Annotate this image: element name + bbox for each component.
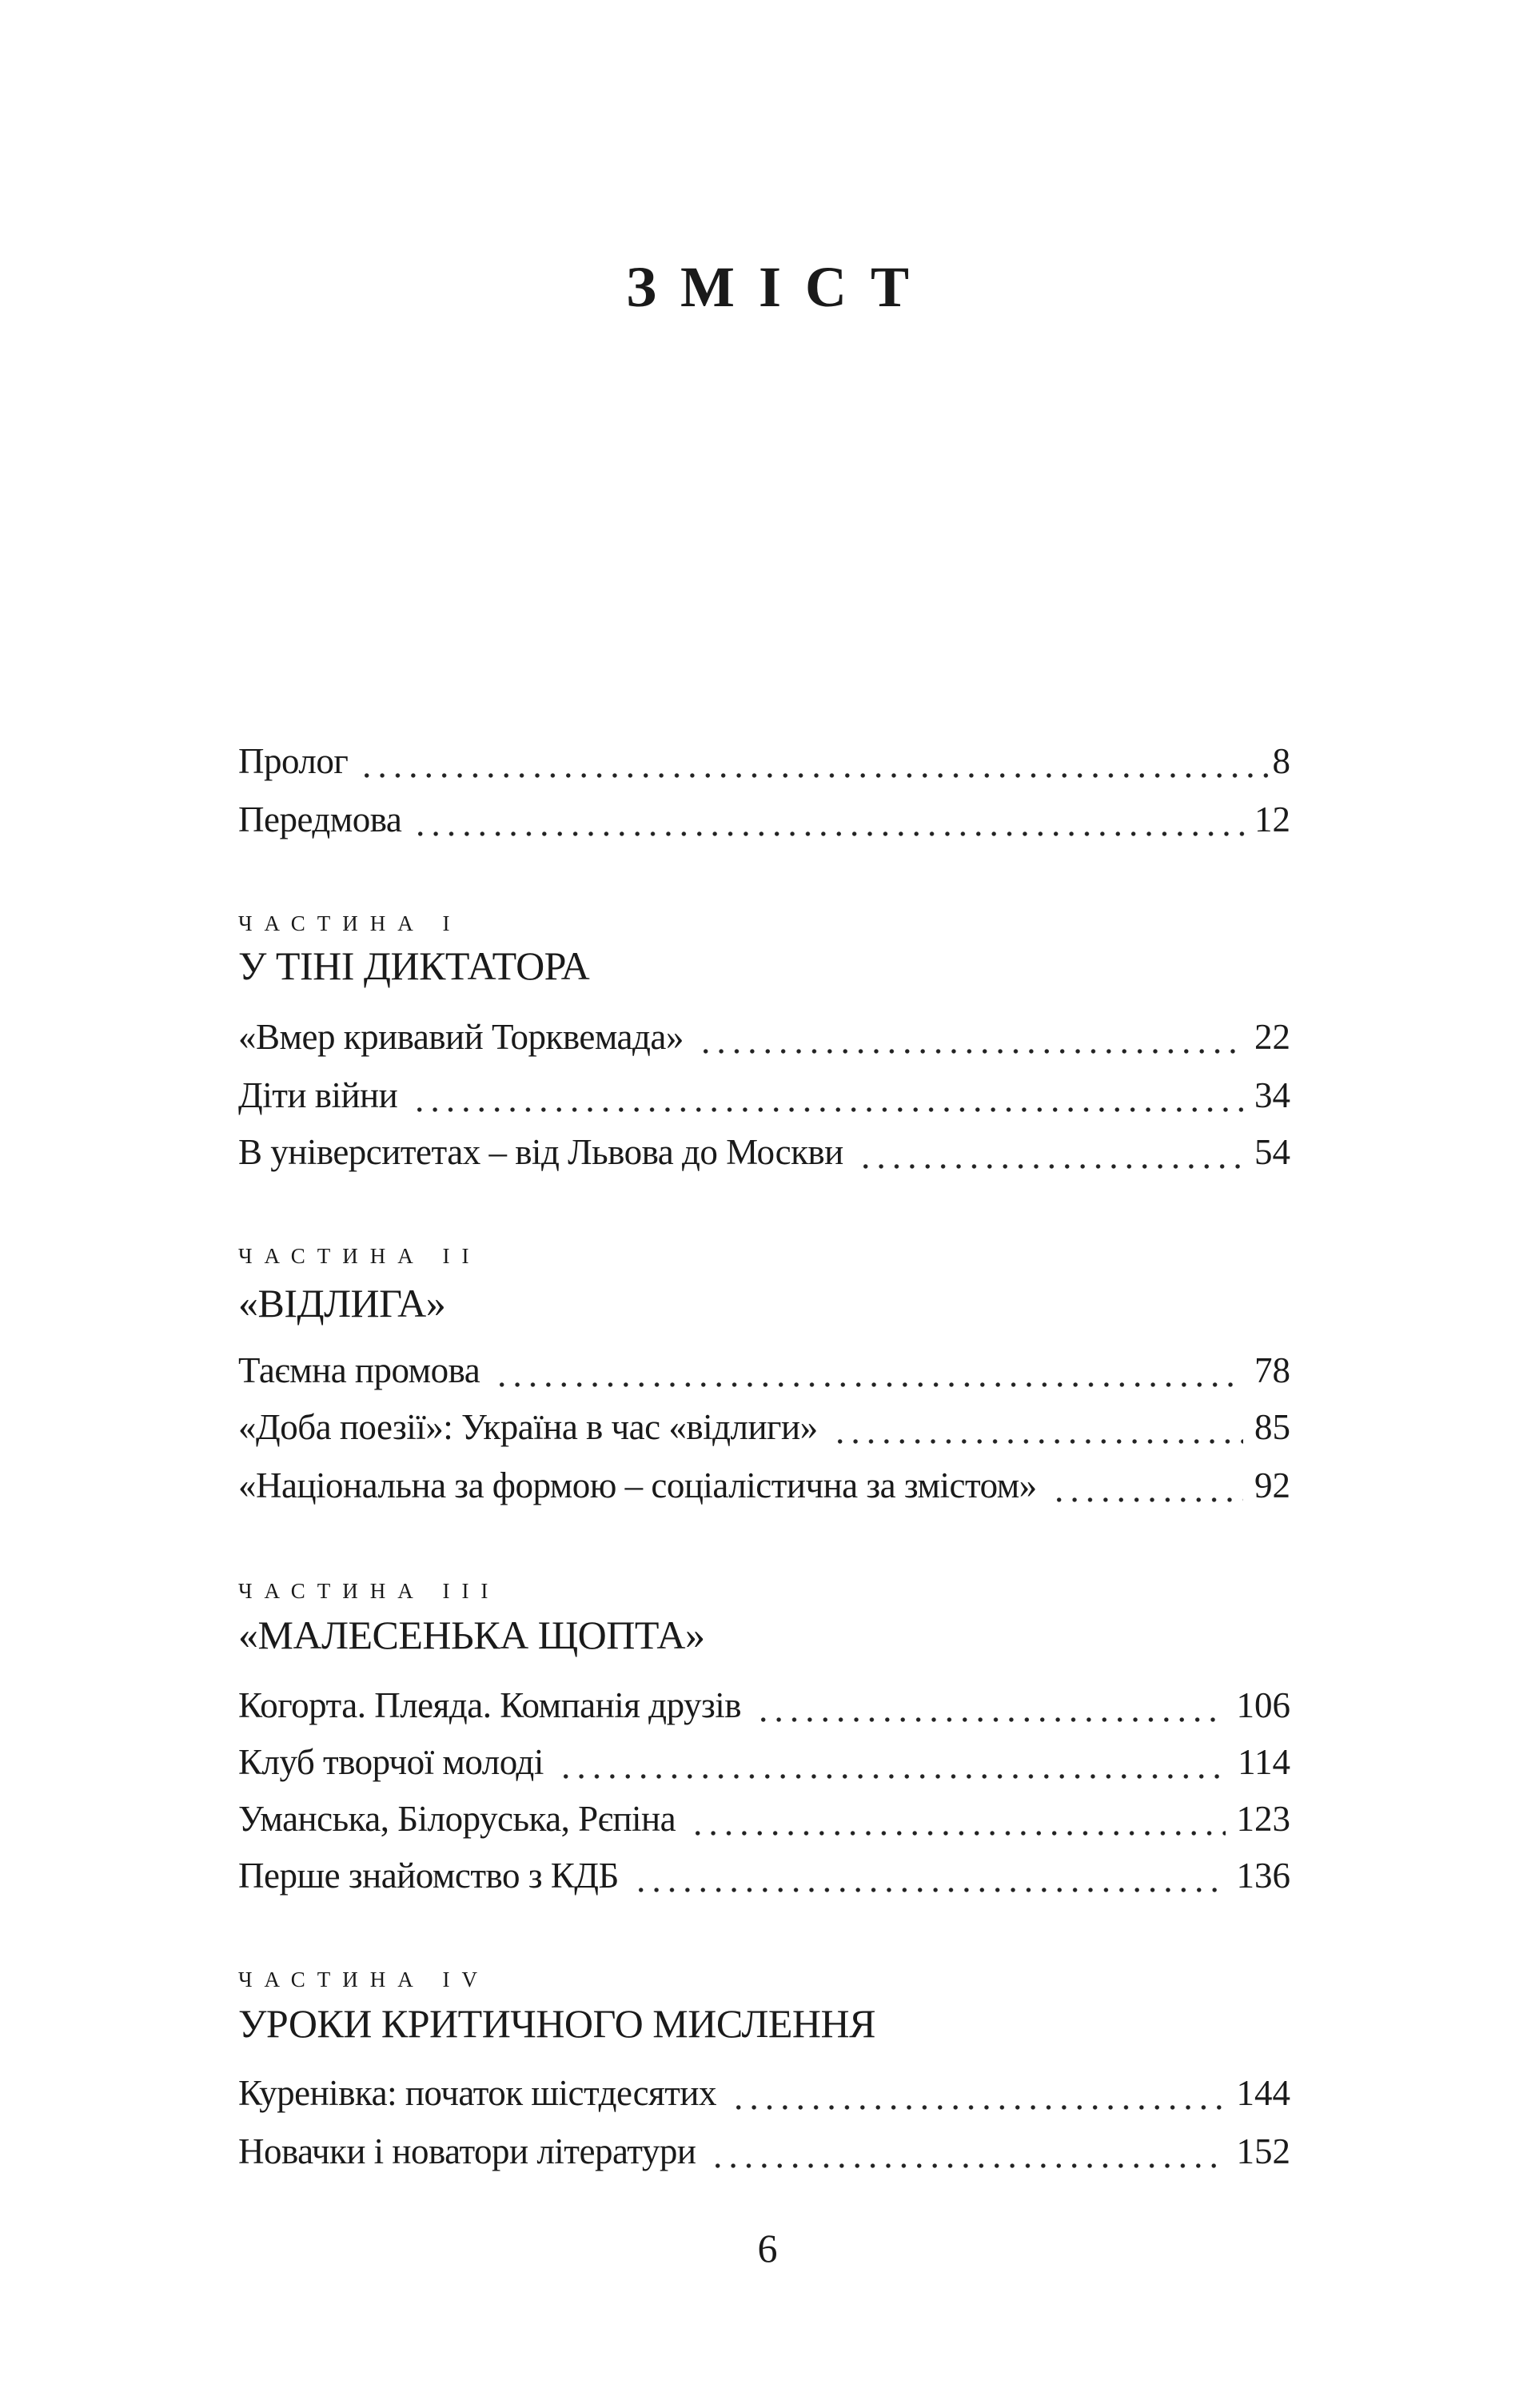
dot-leader bbox=[413, 797, 1251, 842]
dot-leader bbox=[731, 2071, 1226, 2115]
toc-entry-page: 54 bbox=[1254, 1132, 1290, 1172]
toc-entry bbox=[238, 1683, 1290, 1728]
dot-leader bbox=[359, 739, 1269, 783]
part-heading: УРОКИ КРИТИЧНОГО МИСЛЕННЯ bbox=[238, 2001, 875, 2046]
toc-entry-page: 152 bbox=[1236, 2131, 1290, 2171]
toc-entry bbox=[238, 1853, 1290, 1898]
toc-entry-title: Діти війни bbox=[238, 1075, 398, 1115]
dot-leader bbox=[858, 1130, 1243, 1174]
part-label: ЧАСТИНА III bbox=[238, 1579, 500, 1603]
dot-leader bbox=[710, 2129, 1225, 2174]
part-heading: «МАЛЕСЕНЬКА ЩОПТА» bbox=[238, 1613, 705, 1657]
toc-entry-page: 106 bbox=[1236, 1685, 1290, 1725]
dot-leader bbox=[690, 1796, 1225, 1841]
dot-leader bbox=[633, 1853, 1226, 1898]
toc-entry-title: Когорта. Плеяда. Компанія друзів bbox=[238, 1685, 742, 1725]
toc-entry bbox=[238, 2129, 1290, 2174]
toc-entry-page: 144 bbox=[1236, 2073, 1290, 2113]
toc-entry-page: 85 bbox=[1254, 1407, 1290, 1447]
toc-entry-title: Уманська, Білоруська, Рєпіна bbox=[238, 1799, 676, 1839]
toc-entry-title: «Вмер кривавий Торквемада» bbox=[238, 1017, 684, 1057]
toc-entry bbox=[238, 1073, 1290, 1118]
toc-entry-title: В університетах – від Львова до Москви bbox=[238, 1132, 843, 1172]
toc-entry-page: 136 bbox=[1236, 1856, 1290, 1896]
toc-entry-page: 114 bbox=[1238, 1742, 1290, 1782]
toc-entry bbox=[238, 1015, 1290, 1059]
toc-entry-title: Перше знайомство з КДБ bbox=[238, 1856, 619, 1896]
toc-entry-title: Новачки і новатори літератури bbox=[238, 2131, 696, 2171]
toc-entry bbox=[238, 1740, 1290, 1784]
dot-leader bbox=[698, 1015, 1243, 1059]
dot-leader bbox=[558, 1740, 1226, 1784]
toc-entry bbox=[238, 1348, 1290, 1393]
toc-entry bbox=[238, 1463, 1290, 1508]
toc-entry-title: Клуб творчої молоді bbox=[238, 1742, 544, 1782]
dot-leader bbox=[756, 1683, 1225, 1728]
dot-leader bbox=[412, 1073, 1243, 1118]
toc-entry-page: 12 bbox=[1254, 799, 1290, 839]
toc-entry bbox=[238, 739, 1290, 783]
toc-entry-page: 78 bbox=[1254, 1350, 1290, 1390]
part-heading: «ВІДЛИГА» bbox=[238, 1281, 446, 1326]
dot-leader bbox=[494, 1348, 1243, 1393]
toc-entry bbox=[238, 2071, 1290, 2115]
toc-entry-page: 8 bbox=[1272, 741, 1290, 781]
toc-entry-title: «Доба поезії»: Україна в час «відлиги» bbox=[238, 1407, 818, 1447]
toc-entry-page: 92 bbox=[1254, 1465, 1290, 1505]
dot-leader bbox=[832, 1405, 1243, 1449]
dot-leader bbox=[1051, 1463, 1243, 1508]
toc-entry-title: Куренівка: початок шістдесятих bbox=[238, 2073, 716, 2113]
part-label: ЧАСТИНА II bbox=[238, 1244, 481, 1268]
toc-entry-title: «Національна за формою – соціалістична за змістом» bbox=[238, 1465, 1037, 1505]
page-title: ЗМІСТ bbox=[626, 255, 933, 319]
toc-entry-title: Пролог bbox=[238, 741, 349, 781]
part-heading: У ТІНІ ДИКТАТОРА bbox=[238, 943, 590, 988]
toc-entry-title: Передмова bbox=[238, 799, 402, 839]
toc-entry bbox=[238, 1130, 1290, 1174]
part-label: ЧАСТИНА I bbox=[238, 911, 462, 935]
toc-entry-page: 22 bbox=[1254, 1017, 1290, 1057]
toc-entry bbox=[238, 1405, 1290, 1449]
toc-entry-page: 123 bbox=[1236, 1799, 1290, 1839]
toc-entry-page: 34 bbox=[1254, 1075, 1290, 1115]
part-label: ЧАСТИНА IV bbox=[238, 1967, 489, 1991]
page-number: 6 bbox=[757, 2226, 778, 2270]
toc-entry-title: Таємна промова bbox=[238, 1350, 480, 1390]
toc-entry bbox=[238, 1796, 1290, 1841]
toc-entry bbox=[238, 797, 1290, 842]
